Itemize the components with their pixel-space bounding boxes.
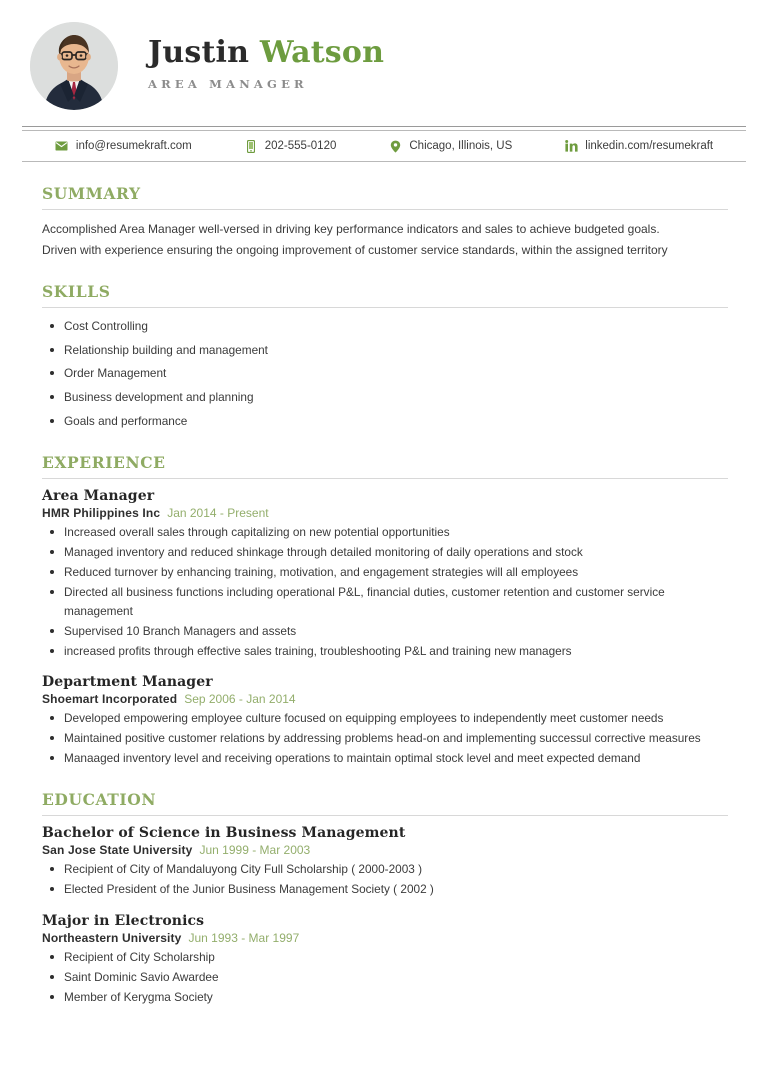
list-item: Reduced turnover by enhancing training, motivation, and engagement strategies will all employees [42, 563, 728, 582]
experience-company: Shoemart Incorporated [42, 691, 178, 706]
education-dates: Jun 1999 - Mar 2003 [199, 842, 311, 857]
last-name: Watson [259, 34, 385, 70]
experience-bullets [42, 523, 728, 662]
experience-company: HMR Philippines Inc [42, 505, 161, 520]
list-item: Increased overall sales through capitalizing on new potential opportunities [42, 523, 728, 542]
education-degree: Bachelor of Science in Business Management [42, 824, 406, 841]
experience-role: Department Manager [42, 673, 213, 690]
resume-content [0, 184, 768, 1007]
education-bullets [42, 860, 728, 899]
list-item: Maintained positive customer relations by addressing problems head-on and implementing successul corrective measures [42, 729, 728, 748]
list-item: Goals and performance [42, 412, 728, 431]
summary-line-2: Driven with experience ensuring the ongoing improvement of customer service standards, within the assigned territory [42, 242, 668, 257]
list-item: Developed empowering employee culture focused on equipping employees to independently meet customer needs [42, 709, 728, 728]
contact-bar-wrapper [22, 126, 746, 162]
resume-header [0, 0, 768, 126]
summary-divider [42, 209, 728, 210]
section-skills [42, 282, 728, 431]
email-icon [55, 139, 69, 153]
contact-email[interactable] [55, 139, 192, 153]
list-item: Member of Kerygma Society [42, 988, 728, 1007]
education-divider [42, 815, 728, 816]
name-block [148, 34, 385, 96]
education-meta [42, 843, 728, 857]
list-item: Relationship building and management [42, 341, 728, 360]
list-item: Saint Dominic Savio Awardee [42, 968, 728, 987]
experience-dates: Sep 2006 - Jan 2014 [184, 691, 296, 706]
section-education [42, 790, 728, 1008]
list-item: Cost Controlling [42, 317, 728, 336]
section-summary [42, 184, 728, 260]
education-school: San Jose State University [42, 842, 193, 857]
experience-title: EXPERIENCE [42, 452, 166, 472]
skills-divider [42, 307, 728, 308]
list-item: Recipient of City Scholarship [42, 948, 728, 967]
list-item: Manaaged inventory level and receiving operations to maintain optimal stock level and meet expected demand [42, 749, 728, 768]
experience-meta [42, 692, 728, 706]
list-item: Supervised 10 Branch Managers and assets [42, 622, 728, 641]
education-title: EDUCATION [42, 789, 157, 809]
education-dates: Jun 1993 - Mar 1997 [188, 931, 300, 946]
education-entry [42, 825, 728, 899]
contact-linkedin[interactable] [564, 139, 713, 153]
contact-bar [22, 130, 746, 162]
list-item: Directed all business functions including operational P&L, financial duties, customer retention and customer service management [42, 583, 728, 621]
location-icon [388, 139, 402, 153]
experience-dates: Jan 2014 - Present [167, 505, 269, 520]
contact-email-text: info@resumekraft.com [75, 140, 192, 152]
list-item: increased profits through effective sales training, troubleshooting P&L and training new managers [42, 642, 728, 661]
list-item: Managed inventory and reduced shinkage through detailed monitoring of daily operations and stock [42, 543, 728, 562]
education-bullets [42, 948, 728, 1007]
skills-title: SKILLS [42, 282, 111, 302]
contact-linkedin-text: linkedin.com/resumekraft [585, 140, 714, 152]
phone-icon [244, 139, 258, 153]
contact-location-text: Chicago, Illinois, US [409, 140, 513, 152]
experience-bullets [42, 709, 728, 768]
experience-meta [42, 506, 728, 520]
experience-entry [42, 488, 728, 662]
first-name: Justin [148, 34, 250, 70]
education-degree: Major in Electronics [42, 913, 205, 930]
contact-phone[interactable] [244, 139, 337, 153]
education-school: Northeastern University [42, 931, 182, 946]
list-item: Elected President of the Junior Business Management Society ( 2002 ) [42, 880, 728, 899]
contact-location[interactable] [388, 139, 512, 153]
education-entry [42, 913, 728, 1007]
job-title: AREA MANAGER [148, 77, 308, 92]
summary-title: SUMMARY [42, 184, 141, 203]
linkedin-icon [564, 139, 578, 153]
list-item: Business development and planning [42, 388, 728, 407]
contact-phone-text: 202-555-0120 [264, 140, 337, 152]
skills-list [42, 317, 728, 431]
full-name [148, 34, 385, 70]
experience-entry [42, 674, 728, 768]
section-experience [42, 453, 728, 768]
list-item: Order Management [42, 364, 728, 383]
summary-line-1: Accomplished Area Manager well-versed in driving key performance indicators and sales to achieve budgeted goals. [42, 222, 660, 236]
experience-divider [42, 478, 728, 479]
education-meta [42, 931, 728, 945]
avatar [30, 22, 118, 110]
experience-role: Area Manager [42, 487, 155, 504]
list-item: Recipient of City of Mandaluyong City Full Scholarship ( 2000-2003 ) [42, 860, 728, 879]
